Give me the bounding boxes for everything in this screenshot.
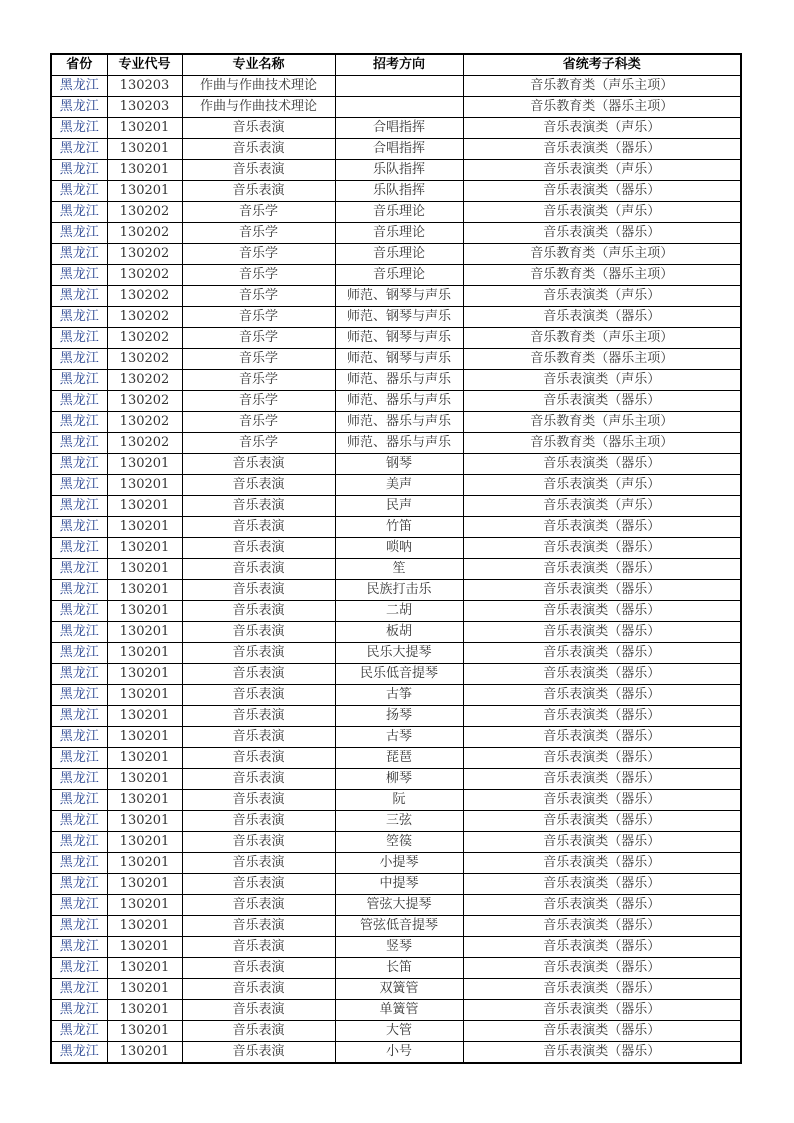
- direction-cell: 竖琴: [335, 937, 463, 958]
- province-cell: 黑龙江: [51, 97, 107, 118]
- major-code-cell: 130202: [107, 412, 182, 433]
- province-cell: 黑龙江: [51, 265, 107, 286]
- major-code-cell: 130202: [107, 223, 182, 244]
- table-row: [51, 832, 741, 853]
- direction-cell: 长笛: [335, 958, 463, 979]
- major-code-cell: 130201: [107, 685, 182, 706]
- major-code-cell: 130201: [107, 874, 182, 895]
- major-code-cell: 130201: [107, 748, 182, 769]
- major-name-cell: 音乐表演: [182, 559, 335, 580]
- province-cell: 黑龙江: [51, 223, 107, 244]
- major-code-cell: 130202: [107, 349, 182, 370]
- major-code-cell: 130201: [107, 832, 182, 853]
- major-name-cell: 音乐表演: [182, 622, 335, 643]
- major-code-cell: 130201: [107, 790, 182, 811]
- direction-cell: 民乐大提琴: [335, 643, 463, 664]
- table-row: [51, 160, 741, 181]
- major-code-cell: 130201: [107, 937, 182, 958]
- subject-category-cell: 音乐表演类（器乐）: [463, 580, 741, 601]
- table-row: [51, 664, 741, 685]
- table-row: [51, 496, 741, 517]
- major-name-cell: 音乐学: [182, 391, 335, 412]
- major-code-cell: 130202: [107, 307, 182, 328]
- province-cell: 黑龙江: [51, 895, 107, 916]
- major-code-cell: 130201: [107, 559, 182, 580]
- direction-cell: 大管: [335, 1021, 463, 1042]
- direction-cell: 小号: [335, 1042, 463, 1064]
- major-code-cell: 130203: [107, 76, 182, 97]
- direction-cell: 扬琴: [335, 706, 463, 727]
- major-code-cell: 130202: [107, 370, 182, 391]
- subject-category-cell: 音乐表演类（器乐）: [463, 1000, 741, 1021]
- major-code-cell: 130201: [107, 538, 182, 559]
- subject-category-cell: 音乐教育类（声乐主项）: [463, 76, 741, 97]
- subject-category-cell: 音乐表演类（器乐）: [463, 790, 741, 811]
- direction-cell: 师范、器乐与声乐: [335, 433, 463, 454]
- subject-category-cell: 音乐表演类（器乐）: [463, 307, 741, 328]
- subject-category-cell: 音乐教育类（器乐主项）: [463, 265, 741, 286]
- major-code-cell: 130201: [107, 580, 182, 601]
- major-code-cell: 130201: [107, 895, 182, 916]
- major-code-cell: 130201: [107, 160, 182, 181]
- major-name-cell: 音乐表演: [182, 979, 335, 1000]
- table-row: [51, 811, 741, 832]
- subject-category-cell: 音乐表演类（器乐）: [463, 643, 741, 664]
- direction-cell: 双簧管: [335, 979, 463, 1000]
- direction-cell: 师范、钢琴与声乐: [335, 307, 463, 328]
- subject-category-cell: 音乐教育类（器乐主项）: [463, 349, 741, 370]
- header-row: [51, 54, 741, 76]
- major-code-cell: 130202: [107, 328, 182, 349]
- province-cell: 黑龙江: [51, 1000, 107, 1021]
- subject-category-cell: 音乐表演类（声乐）: [463, 118, 741, 139]
- table-row: [51, 1000, 741, 1021]
- province-cell: 黑龙江: [51, 391, 107, 412]
- subject-category-cell: 音乐教育类（器乐主项）: [463, 433, 741, 454]
- major-name-cell: 音乐表演: [182, 139, 335, 160]
- subject-category-cell: 音乐教育类（声乐主项）: [463, 244, 741, 265]
- table-row: [51, 601, 741, 622]
- province-cell: 黑龙江: [51, 643, 107, 664]
- direction-cell: 师范、钢琴与声乐: [335, 328, 463, 349]
- table-row: [51, 307, 741, 328]
- province-cell: 黑龙江: [51, 202, 107, 223]
- province-cell: 黑龙江: [51, 475, 107, 496]
- major-name-cell: 音乐学: [182, 307, 335, 328]
- direction-cell: 板胡: [335, 622, 463, 643]
- province-cell: 黑龙江: [51, 76, 107, 97]
- direction-cell: 音乐理论: [335, 202, 463, 223]
- major-code-cell: 130201: [107, 1042, 182, 1064]
- direction-cell: 笙: [335, 559, 463, 580]
- major-name-cell: 音乐学: [182, 244, 335, 265]
- table-row: [51, 391, 741, 412]
- table-row: [51, 622, 741, 643]
- major-code-cell: 130201: [107, 181, 182, 202]
- direction-cell: 箜篌: [335, 832, 463, 853]
- subject-category-cell: 音乐表演类（器乐）: [463, 391, 741, 412]
- direction-cell: 管弦大提琴: [335, 895, 463, 916]
- table-row: [51, 685, 741, 706]
- major-code-cell: 130201: [107, 916, 182, 937]
- direction-cell: 民声: [335, 496, 463, 517]
- direction-cell: [335, 76, 463, 97]
- table-row: [51, 727, 741, 748]
- major-name-cell: 音乐表演: [182, 454, 335, 475]
- major-name-cell: 音乐表演: [182, 664, 335, 685]
- major-name-cell: 作曲与作曲技术理论: [182, 97, 335, 118]
- major-name-cell: 音乐学: [182, 412, 335, 433]
- direction-cell: 阮: [335, 790, 463, 811]
- major-name-cell: 音乐表演: [182, 874, 335, 895]
- major-name-cell: 音乐表演: [182, 811, 335, 832]
- major-code-cell: 130201: [107, 622, 182, 643]
- province-cell: 黑龙江: [51, 664, 107, 685]
- direction-cell: 师范、器乐与声乐: [335, 391, 463, 412]
- subject-category-cell: 音乐表演类（器乐）: [463, 769, 741, 790]
- province-cell: 黑龙江: [51, 349, 107, 370]
- direction-cell: 钢琴: [335, 454, 463, 475]
- major-code-cell: 130201: [107, 118, 182, 139]
- province-cell: 黑龙江: [51, 286, 107, 307]
- table-row: [51, 97, 741, 118]
- table-row: [51, 790, 741, 811]
- direction-cell: 师范、器乐与声乐: [335, 412, 463, 433]
- subject-category-cell: 音乐表演类（器乐）: [463, 874, 741, 895]
- subject-category-cell: 音乐表演类（器乐）: [463, 1042, 741, 1064]
- province-cell: 黑龙江: [51, 916, 107, 937]
- major-name-cell: 音乐学: [182, 286, 335, 307]
- table-row: [51, 328, 741, 349]
- table-row: [51, 937, 741, 958]
- province-cell: 黑龙江: [51, 412, 107, 433]
- subject-category-cell: 音乐表演类（器乐）: [463, 958, 741, 979]
- province-cell: 黑龙江: [51, 160, 107, 181]
- province-cell: 黑龙江: [51, 874, 107, 895]
- major-name-cell: 音乐表演: [182, 118, 335, 139]
- subject-category-cell: 音乐表演类（器乐）: [463, 1021, 741, 1042]
- direction-cell: [335, 97, 463, 118]
- province-cell: 黑龙江: [51, 496, 107, 517]
- subject-category-cell: 音乐表演类（器乐）: [463, 559, 741, 580]
- major-name-cell: 音乐学: [182, 223, 335, 244]
- subject-category-cell: 音乐表演类（器乐）: [463, 979, 741, 1000]
- province-cell: 黑龙江: [51, 1021, 107, 1042]
- subject-category-cell: 音乐表演类（器乐）: [463, 517, 741, 538]
- major-name-cell: 音乐表演: [182, 937, 335, 958]
- major-code-cell: 130201: [107, 517, 182, 538]
- major-code-cell: 130201: [107, 475, 182, 496]
- major-name-cell: 音乐学: [182, 370, 335, 391]
- table-row: [51, 76, 741, 97]
- province-cell: 黑龙江: [51, 979, 107, 1000]
- major-name-cell: 音乐学: [182, 349, 335, 370]
- major-name-cell: 音乐表演: [182, 853, 335, 874]
- major-code-cell: 130202: [107, 202, 182, 223]
- major-name-cell: 音乐表演: [182, 538, 335, 559]
- major-code-cell: 130202: [107, 265, 182, 286]
- direction-cell: 音乐理论: [335, 265, 463, 286]
- major-code-cell: 130203: [107, 97, 182, 118]
- direction-cell: 民乐低音提琴: [335, 664, 463, 685]
- province-cell: 黑龙江: [51, 454, 107, 475]
- direction-cell: 乐队指挥: [335, 181, 463, 202]
- subject-category-cell: 音乐表演类（声乐）: [463, 475, 741, 496]
- subject-category-cell: 音乐表演类（器乐）: [463, 916, 741, 937]
- major-code-cell: 130201: [107, 601, 182, 622]
- province-cell: 黑龙江: [51, 370, 107, 391]
- major-name-cell: 音乐表演: [182, 769, 335, 790]
- province-cell: 黑龙江: [51, 328, 107, 349]
- major-code-cell: 130201: [107, 1000, 182, 1021]
- province-cell: 黑龙江: [51, 727, 107, 748]
- major-name-cell: 音乐表演: [182, 1042, 335, 1064]
- table-row: [51, 244, 741, 265]
- table-row: [51, 538, 741, 559]
- table-row: [51, 895, 741, 916]
- province-cell: 黑龙江: [51, 538, 107, 559]
- table-row: [51, 580, 741, 601]
- direction-cell: 合唱指挥: [335, 118, 463, 139]
- major-name-cell: 音乐学: [182, 265, 335, 286]
- major-name-cell: 音乐表演: [182, 895, 335, 916]
- major-code-cell: 130201: [107, 811, 182, 832]
- direction-cell: 小提琴: [335, 853, 463, 874]
- major-name-cell: 音乐表演: [182, 181, 335, 202]
- major-name-cell: 音乐表演: [182, 916, 335, 937]
- table-row: [51, 454, 741, 475]
- table-row: [51, 559, 741, 580]
- table-row: [51, 202, 741, 223]
- major-name-cell: 音乐表演: [182, 160, 335, 181]
- header-major-code: 专业代号: [107, 54, 182, 76]
- table-row: [51, 769, 741, 790]
- table-row: [51, 412, 741, 433]
- subject-category-cell: 音乐表演类（器乐）: [463, 454, 741, 475]
- table-row: [51, 706, 741, 727]
- table-row: [51, 286, 741, 307]
- major-code-cell: 130201: [107, 643, 182, 664]
- major-name-cell: 音乐表演: [182, 958, 335, 979]
- major-code-cell: 130201: [107, 853, 182, 874]
- table-row: [51, 748, 741, 769]
- subject-category-cell: 音乐表演类（器乐）: [463, 727, 741, 748]
- major-code-cell: 130202: [107, 391, 182, 412]
- table-row: [51, 349, 741, 370]
- direction-cell: 民族打击乐: [335, 580, 463, 601]
- table-row: [51, 1021, 741, 1042]
- province-cell: 黑龙江: [51, 853, 107, 874]
- table-row: [51, 874, 741, 895]
- major-name-cell: 音乐表演: [182, 1021, 335, 1042]
- subject-category-cell: 音乐表演类（器乐）: [463, 664, 741, 685]
- direction-cell: 中提琴: [335, 874, 463, 895]
- province-cell: 黑龙江: [51, 748, 107, 769]
- subject-category-cell: 音乐表演类（器乐）: [463, 223, 741, 244]
- table-row: [51, 433, 741, 454]
- province-cell: 黑龙江: [51, 622, 107, 643]
- major-code-cell: 130201: [107, 958, 182, 979]
- major-code-cell: 130202: [107, 433, 182, 454]
- province-cell: 黑龙江: [51, 811, 107, 832]
- subject-category-cell: 音乐表演类（器乐）: [463, 832, 741, 853]
- header-subject-category: 省统考子科类: [463, 54, 741, 76]
- major-name-cell: 音乐表演: [182, 790, 335, 811]
- province-cell: 黑龙江: [51, 181, 107, 202]
- subject-category-cell: 音乐表演类（声乐）: [463, 202, 741, 223]
- subject-category-cell: 音乐表演类（器乐）: [463, 937, 741, 958]
- subject-category-cell: 音乐表演类（器乐）: [463, 706, 741, 727]
- province-cell: 黑龙江: [51, 685, 107, 706]
- table-row: [51, 139, 741, 160]
- direction-cell: 师范、钢琴与声乐: [335, 286, 463, 307]
- subject-category-cell: 音乐表演类（声乐）: [463, 496, 741, 517]
- major-code-cell: 130201: [107, 769, 182, 790]
- subject-category-cell: 音乐表演类（声乐）: [463, 370, 741, 391]
- major-code-cell: 130201: [107, 139, 182, 160]
- header-major-name: 专业名称: [182, 54, 335, 76]
- major-code-cell: 130201: [107, 979, 182, 1000]
- province-cell: 黑龙江: [51, 118, 107, 139]
- province-cell: 黑龙江: [51, 307, 107, 328]
- subject-category-cell: 音乐表演类（器乐）: [463, 181, 741, 202]
- major-name-cell: 音乐表演: [182, 748, 335, 769]
- table-row: [51, 265, 741, 286]
- major-name-cell: 音乐学: [182, 202, 335, 223]
- major-code-cell: 130201: [107, 664, 182, 685]
- major-code-cell: 130202: [107, 244, 182, 265]
- table-row: [51, 517, 741, 538]
- subject-category-cell: 音乐表演类（器乐）: [463, 685, 741, 706]
- direction-cell: 管弦低音提琴: [335, 916, 463, 937]
- direction-cell: 三弦: [335, 811, 463, 832]
- table-row: [51, 475, 741, 496]
- major-name-cell: 音乐表演: [182, 601, 335, 622]
- province-cell: 黑龙江: [51, 790, 107, 811]
- major-code-cell: 130201: [107, 1021, 182, 1042]
- table-row: [51, 979, 741, 1000]
- admissions-table: [50, 53, 742, 1064]
- direction-cell: 二胡: [335, 601, 463, 622]
- table-row: [51, 223, 741, 244]
- subject-category-cell: 音乐教育类（声乐主项）: [463, 328, 741, 349]
- province-cell: 黑龙江: [51, 832, 107, 853]
- direction-cell: 合唱指挥: [335, 139, 463, 160]
- major-name-cell: 音乐表演: [182, 496, 335, 517]
- subject-category-cell: 音乐教育类（器乐主项）: [463, 97, 741, 118]
- subject-category-cell: 音乐表演类（器乐）: [463, 622, 741, 643]
- direction-cell: 乐队指挥: [335, 160, 463, 181]
- province-cell: 黑龙江: [51, 559, 107, 580]
- major-code-cell: 130201: [107, 706, 182, 727]
- major-name-cell: 音乐表演: [182, 580, 335, 601]
- direction-cell: 古筝: [335, 685, 463, 706]
- direction-cell: 美声: [335, 475, 463, 496]
- subject-category-cell: 音乐表演类（器乐）: [463, 601, 741, 622]
- direction-cell: 竹笛: [335, 517, 463, 538]
- direction-cell: 柳琴: [335, 769, 463, 790]
- province-cell: 黑龙江: [51, 769, 107, 790]
- direction-cell: 古琴: [335, 727, 463, 748]
- direction-cell: 师范、器乐与声乐: [335, 370, 463, 391]
- province-cell: 黑龙江: [51, 517, 107, 538]
- table-row: [51, 181, 741, 202]
- major-name-cell: 音乐表演: [182, 727, 335, 748]
- subject-category-cell: 音乐表演类（器乐）: [463, 853, 741, 874]
- province-cell: 黑龙江: [51, 958, 107, 979]
- direction-cell: 师范、钢琴与声乐: [335, 349, 463, 370]
- province-cell: 黑龙江: [51, 601, 107, 622]
- direction-cell: 音乐理论: [335, 244, 463, 265]
- province-cell: 黑龙江: [51, 706, 107, 727]
- direction-cell: 琵琶: [335, 748, 463, 769]
- major-name-cell: 音乐表演: [182, 706, 335, 727]
- table-row: [51, 916, 741, 937]
- major-code-cell: 130201: [107, 496, 182, 517]
- province-cell: 黑龙江: [51, 937, 107, 958]
- major-name-cell: 音乐表演: [182, 1000, 335, 1021]
- header-province: 省份: [51, 54, 107, 76]
- province-cell: 黑龙江: [51, 433, 107, 454]
- direction-cell: 音乐理论: [335, 223, 463, 244]
- subject-category-cell: 音乐表演类（器乐）: [463, 139, 741, 160]
- major-name-cell: 音乐学: [182, 433, 335, 454]
- major-name-cell: 音乐表演: [182, 685, 335, 706]
- province-cell: 黑龙江: [51, 139, 107, 160]
- major-name-cell: 音乐学: [182, 328, 335, 349]
- province-cell: 黑龙江: [51, 1042, 107, 1064]
- major-code-cell: 130201: [107, 727, 182, 748]
- header-direction: 招考方向: [335, 54, 463, 76]
- table-row: [51, 853, 741, 874]
- subject-category-cell: 音乐表演类（器乐）: [463, 748, 741, 769]
- subject-category-cell: 音乐表演类（声乐）: [463, 286, 741, 307]
- table-row: [51, 1042, 741, 1064]
- major-name-cell: 作曲与作曲技术理论: [182, 76, 335, 97]
- subject-category-cell: 音乐表演类（器乐）: [463, 811, 741, 832]
- table-row: [51, 643, 741, 664]
- subject-category-cell: 音乐教育类（声乐主项）: [463, 412, 741, 433]
- province-cell: 黑龙江: [51, 244, 107, 265]
- major-code-cell: 130201: [107, 454, 182, 475]
- subject-category-cell: 音乐表演类（器乐）: [463, 538, 741, 559]
- province-cell: 黑龙江: [51, 580, 107, 601]
- major-name-cell: 音乐表演: [182, 517, 335, 538]
- table-row: [51, 958, 741, 979]
- table-row: [51, 118, 741, 139]
- direction-cell: 唢呐: [335, 538, 463, 559]
- major-code-cell: 130202: [107, 286, 182, 307]
- major-name-cell: 音乐表演: [182, 832, 335, 853]
- direction-cell: 单簧管: [335, 1000, 463, 1021]
- table-row: [51, 370, 741, 391]
- subject-category-cell: 音乐表演类（器乐）: [463, 895, 741, 916]
- major-name-cell: 音乐表演: [182, 643, 335, 664]
- subject-category-cell: 音乐表演类（声乐）: [463, 160, 741, 181]
- major-name-cell: 音乐表演: [182, 475, 335, 496]
